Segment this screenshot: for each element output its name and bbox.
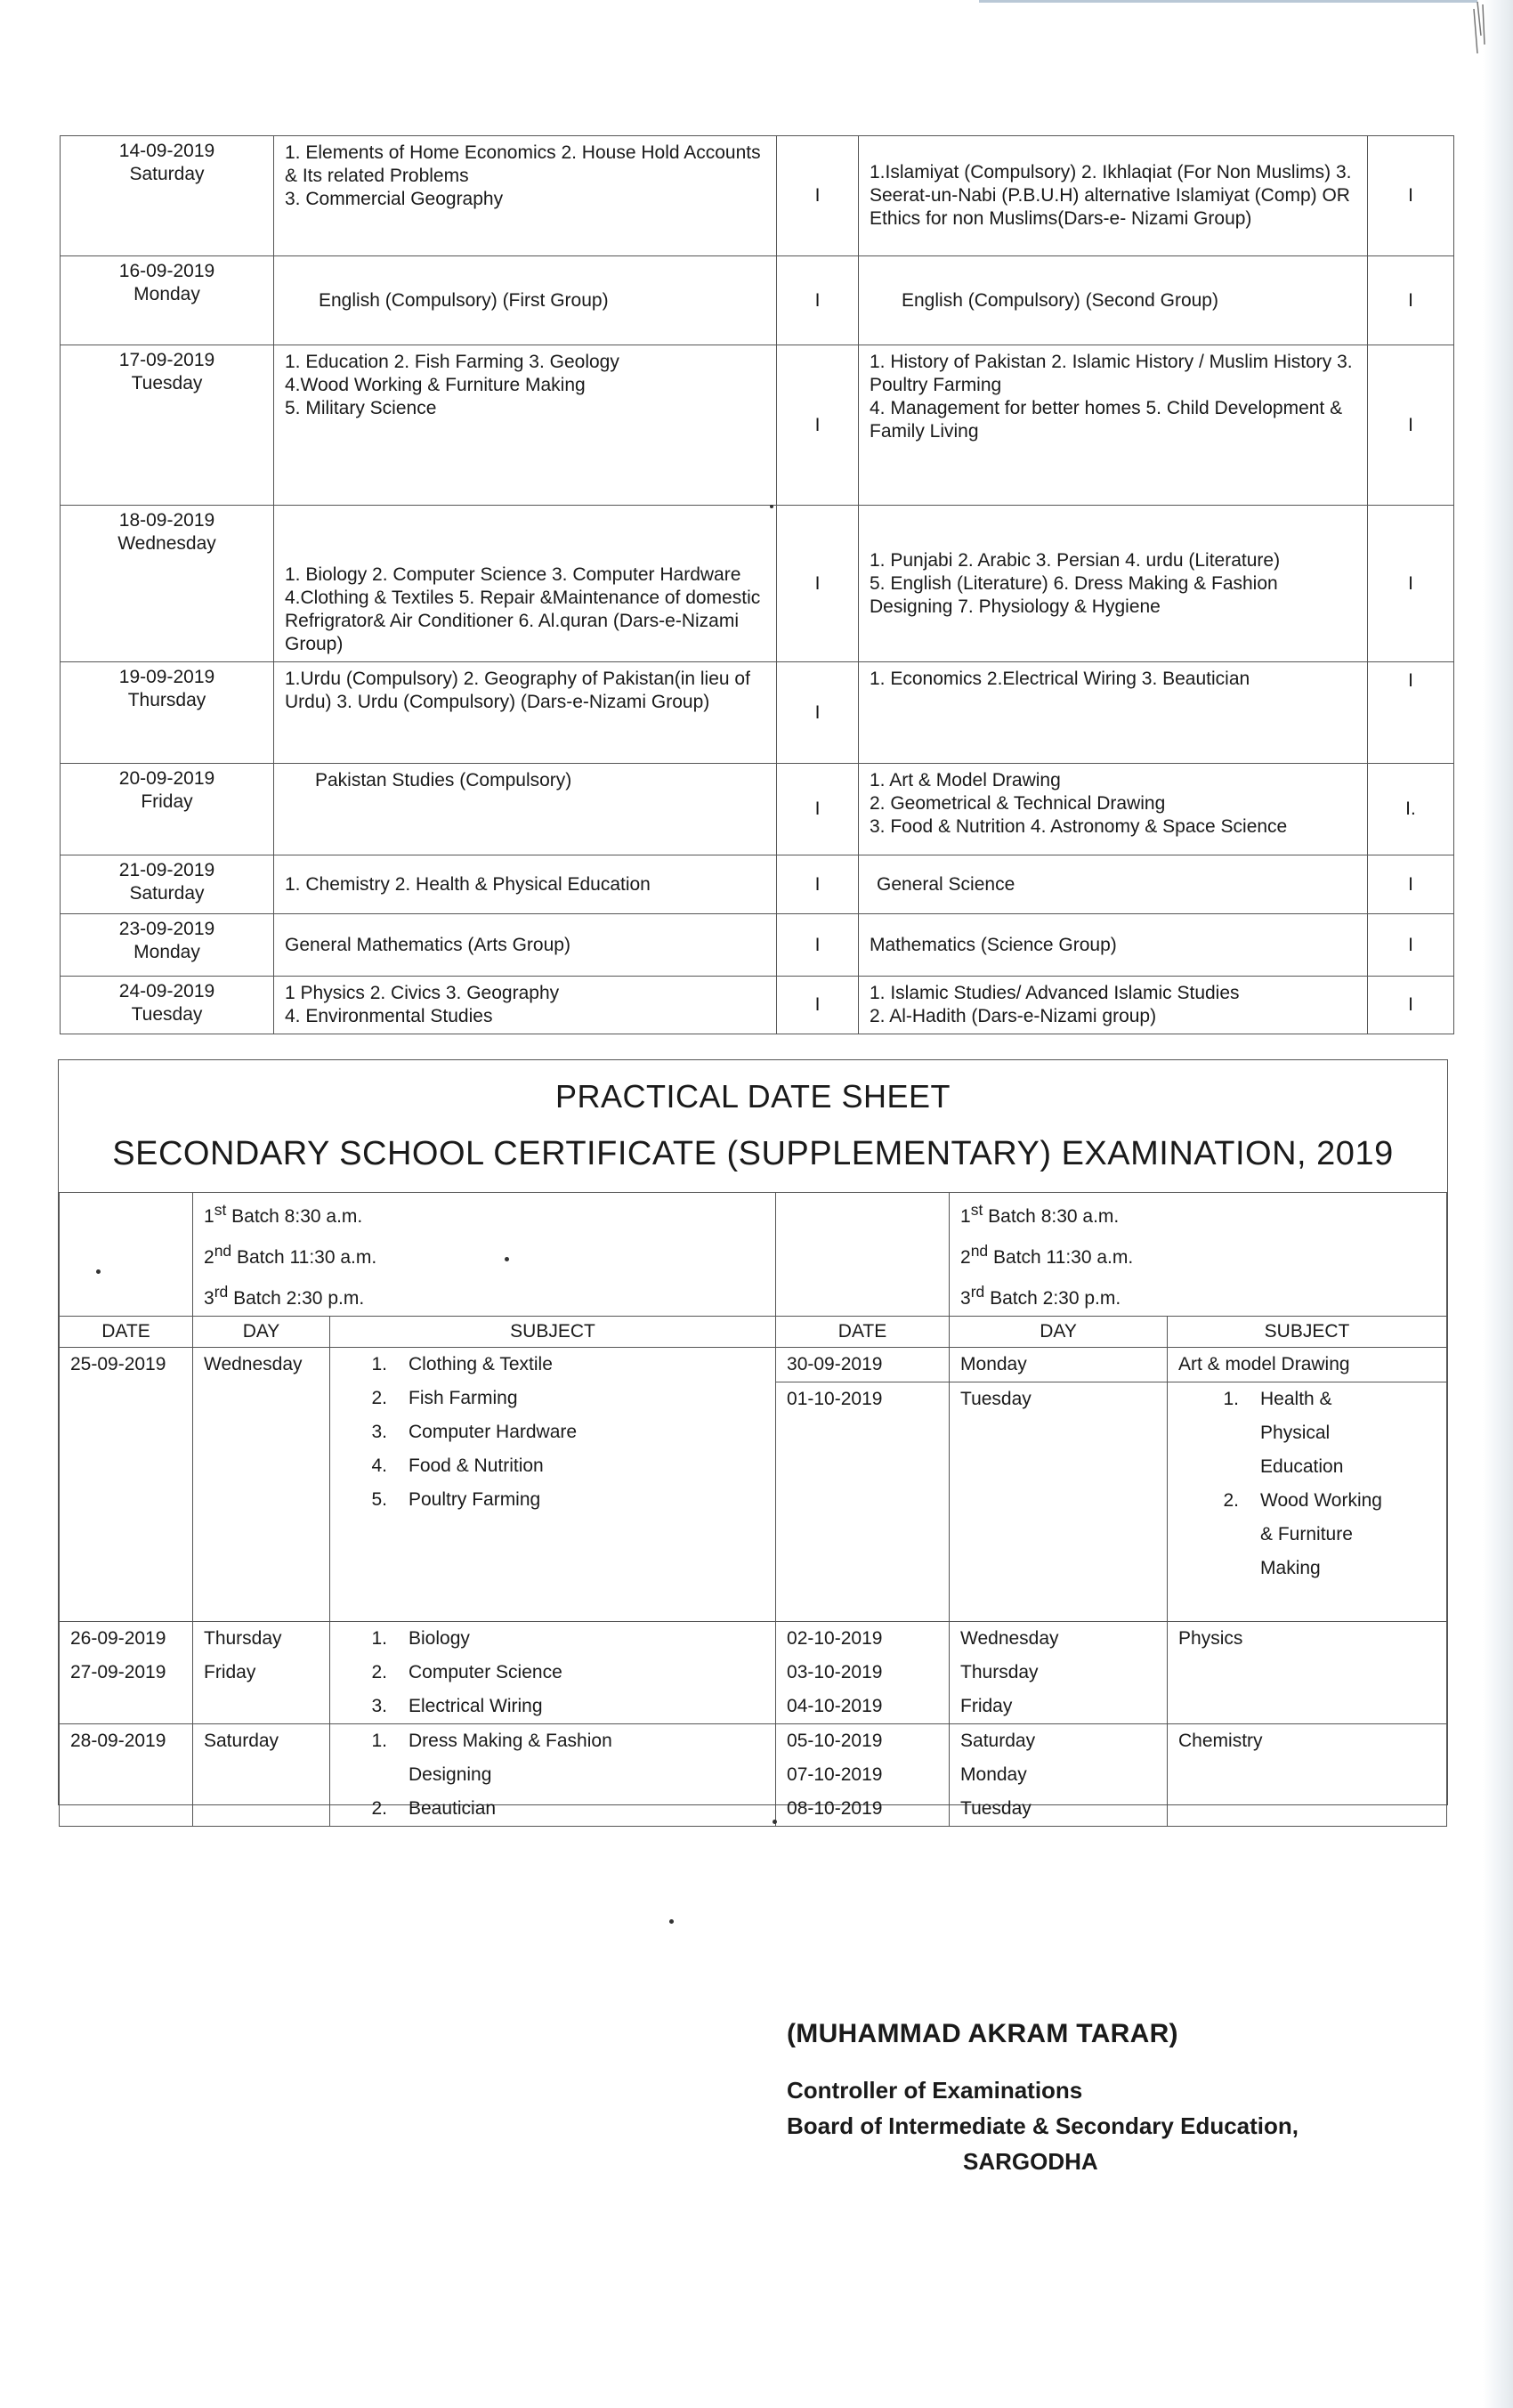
theory-row	[61, 256, 1454, 345]
date-cell: 20-09-2019 Friday	[61, 764, 274, 855]
signatory-city: SARGODHA	[963, 2148, 1098, 2175]
day-cell: Saturday Monday Tuesday	[950, 1724, 1168, 1827]
second-sitting-mark: I	[1368, 977, 1454, 1034]
second-sitting-mark: I	[1368, 345, 1454, 506]
scan-speck	[505, 1257, 509, 1261]
second-sitting-mark: I	[1368, 855, 1454, 914]
practical-subtitle: SECONDARY SCHOOL CERTIFICATE (SUPPLEMENTARY) EXAMINATION, 2019	[112, 1135, 1394, 1172]
second-sitting-mark: I	[1368, 662, 1454, 764]
first-sitting-mark: I	[777, 256, 859, 345]
date-cell: 28-09-2019	[60, 1724, 193, 1827]
theory-row	[61, 764, 1454, 855]
practical-date-sheet	[58, 1059, 1448, 1819]
first-sitting-mark: I	[777, 977, 859, 1034]
date-cell: 17-09-2019 Tuesday	[61, 345, 274, 506]
theory-row	[61, 662, 1454, 764]
practical-row	[60, 1622, 1447, 1724]
second-sitting-mark: I	[1368, 914, 1454, 977]
list-item: 3. Computer Hardware	[371, 1422, 578, 1442]
blank-cell	[776, 1193, 950, 1317]
first-sitting-subjects: 1. Elements of Home Economics 2. House Hold Accounts & Its related Problems 3. Commercial Geography	[274, 136, 777, 256]
batch-times-right	[950, 1193, 1447, 1317]
scan-speck	[96, 1269, 101, 1274]
second-sitting-subjects: Mathematics (Science Group)	[859, 914, 1368, 977]
list-item: Physical	[1260, 1423, 1331, 1443]
second-sitting-mark: I	[1368, 256, 1454, 345]
list-item: 2. Fish Farming	[371, 1388, 518, 1408]
second-sitting-subjects: 1. Art & Model Drawing 2. Geometrical & Technical Drawing 3. Food & Nutrition 4. Astronomy & Space Science	[859, 764, 1368, 855]
theory-row	[61, 345, 1454, 506]
second-sitting-mark: I	[1368, 506, 1454, 662]
header-date: DATE	[776, 1317, 950, 1348]
theory-row	[61, 977, 1454, 1034]
practical-schedule-table	[59, 1192, 1447, 1827]
second-sitting-subjects: 1.Islamiyat (Compulsory) 2. Ikhlaqiat (For Non Muslims) 3. Seerat-un-Nabi (P.B.U.H) alternative Islamiyat (Comp) OR Ethics for non Muslims(Dars-e- Nizami Group)	[859, 136, 1368, 256]
first-sitting-subjects: General Mathematics (Arts Group)	[274, 914, 777, 977]
list-item: Making	[1260, 1558, 1321, 1578]
list-item: 1. Dress Making & Fashion	[371, 1731, 612, 1751]
theory-row	[61, 855, 1454, 914]
theory-row	[61, 506, 1454, 662]
list-item: 3. Electrical Wiring	[371, 1696, 543, 1716]
list-item: 2. Wood Working	[1223, 1490, 1382, 1511]
scan-border-right	[1483, 0, 1513, 2408]
first-sitting-mark: I	[777, 662, 859, 764]
first-sitting-subjects: English (Compulsory) (First Group)	[274, 256, 777, 345]
first-sitting-subjects: 1.Urdu (Compulsory) 2. Geography of Pakistan(in lieu of Urdu) 3. Urdu (Compulsory) (Dars-e-Nizami Group)	[274, 662, 777, 764]
day-cell: Saturday	[193, 1724, 330, 1827]
first-sitting-mark: I	[777, 855, 859, 914]
first-sitting-subjects: Pakistan Studies (Compulsory)	[274, 764, 777, 855]
second-sitting-subjects: 1. Economics 2.Electrical Wiring 3. Beautician	[859, 662, 1368, 764]
batch-2: 2nd Batch 11:30 a.m.	[960, 1242, 1134, 1268]
scan-border-top	[979, 0, 1477, 3]
signatory-organization: Board of Intermediate & Secondary Education,	[787, 2112, 1299, 2139]
header-subject: SUBJECT	[330, 1317, 776, 1348]
date-cell: 30-09-2019 01-10-2019	[776, 1348, 950, 1622]
scan-corner-smudge	[1451, 0, 1486, 71]
list-item: Education	[1260, 1456, 1344, 1477]
second-sitting-subjects: 1. Islamic Studies/ Advanced Islamic Studies 2. Al-Hadith (Dars-e-Nizami group)	[859, 977, 1368, 1034]
batch-1: 1st Batch 8:30 a.m.	[204, 1201, 363, 1227]
first-sitting-subjects: 1. Education 2. Fish Farming 3. Geology 4.Wood Working & Furniture Making 5. Military Science	[274, 345, 777, 506]
date-cell: 14-09-2019 Saturday	[61, 136, 274, 256]
signatory-name: (MUHAMMAD AKRAM TARAR)	[787, 2019, 1178, 2048]
date-cell: 18-09-2019 Wednesday	[61, 506, 274, 662]
date-cell: 23-09-2019 Monday	[61, 914, 274, 977]
blank-cell	[60, 1193, 193, 1317]
header-day: DAY	[950, 1317, 1168, 1348]
first-sitting-subjects: 1 Physics 2. Civics 3. Geography 4. Environmental Studies	[274, 977, 777, 1034]
list-item: 5. Poultry Farming	[371, 1489, 541, 1510]
theory-row	[61, 136, 1454, 256]
batch-times-row	[60, 1193, 1447, 1317]
list-item: 2. Computer Science	[371, 1662, 562, 1682]
first-sitting-mark: I	[777, 506, 859, 662]
list-item: & Furniture	[1260, 1524, 1353, 1545]
list-item: 1. Biology	[371, 1628, 470, 1649]
second-sitting-subjects: General Science	[859, 855, 1368, 914]
list-item: 2. Beautician	[371, 1798, 497, 1819]
subject-cell: Physics	[1168, 1622, 1447, 1724]
signatory-title: Controller of Examinations	[787, 2077, 1083, 2104]
list-item: Designing	[409, 1764, 492, 1785]
batch-1: 1st Batch 8:30 a.m.	[960, 1201, 1120, 1227]
second-sitting-mark: I.	[1368, 764, 1454, 855]
header-date: DATE	[60, 1317, 193, 1348]
subject-cell	[330, 1348, 776, 1622]
first-sitting-subjects: 1. Biology 2. Computer Science 3. Computer Hardware 4.Clothing & Textiles 5. Repair &Maintenance of domestic Refrigrator& Air Conditioner 6. Al.quran (Dars-e-Nizami Group)	[274, 506, 777, 662]
header-day: DAY	[193, 1317, 330, 1348]
subject-cell: Art & model Drawing 1. Health & Physical Education 2. Wood Working & Furniture Making	[1168, 1348, 1447, 1622]
date-cell: 25-09-2019	[60, 1348, 193, 1622]
second-sitting-subjects: 1. History of Pakistan 2. Islamic History / Muslim History 3. Poultry Farming 4. Management for better homes 5. Child Development & Family Living	[859, 345, 1368, 506]
batch-2: 2nd Batch 11:30 a.m.	[204, 1242, 377, 1268]
second-sitting-mark: I	[1368, 136, 1454, 256]
theory-row	[61, 914, 1454, 977]
practical-header-row	[60, 1317, 1447, 1348]
subject-cell: Chemistry	[1168, 1724, 1447, 1827]
first-sitting-mark: I	[777, 764, 859, 855]
signature-block	[787, 2019, 1410, 2179]
list-item: 1. Clothing & Textile	[371, 1354, 553, 1374]
date-cell: 21-09-2019 Saturday	[61, 855, 274, 914]
scan-speck	[773, 1820, 777, 1824]
scan-speck	[669, 1919, 674, 1924]
day-cell: Wednesday	[193, 1348, 330, 1622]
batch-times-left	[193, 1193, 776, 1317]
practical-title: PRACTICAL DATE SHEET	[554, 1078, 951, 1115]
date-cell: 16-09-2019 Monday	[61, 256, 274, 345]
list-item: 1. Health &	[1223, 1389, 1332, 1409]
date-cell: 24-09-2019 Tuesday	[61, 977, 274, 1034]
theory-date-sheet-table	[60, 135, 1454, 1034]
scan-speck	[770, 505, 773, 508]
batch-3: 3rd Batch 2:30 p.m.	[960, 1283, 1121, 1309]
header-subject: SUBJECT	[1168, 1317, 1447, 1348]
day-cell: Thursday Friday	[193, 1622, 330, 1724]
second-sitting-subjects: 1. Punjabi 2. Arabic 3. Persian 4. urdu (Literature) 5. English (Literature) 6. Dress Making & Fashion Designing 7. Physiology & Hygiene	[859, 506, 1368, 662]
list-item: 4. Food & Nutrition	[371, 1455, 544, 1476]
batch-3: 3rd Batch 2:30 p.m.	[204, 1283, 365, 1309]
date-cell: 19-09-2019 Thursday	[61, 662, 274, 764]
second-sitting-subjects: English (Compulsory) (Second Group)	[859, 256, 1368, 345]
first-sitting-mark: I	[777, 345, 859, 506]
date-cell: 26-09-2019 27-09-2019	[60, 1622, 193, 1724]
date-cell: 02-10-2019 03-10-2019 04-10-2019	[776, 1622, 950, 1724]
practical-row	[60, 1724, 1447, 1827]
date-cell: 05-10-2019 07-10-2019 08-10-2019	[776, 1724, 950, 1827]
first-sitting-mark: I	[777, 136, 859, 256]
subject-cell	[330, 1724, 776, 1827]
day-cell: Wednesday Thursday Friday	[950, 1622, 1168, 1724]
subject-cell	[330, 1622, 776, 1724]
first-sitting-mark: I	[777, 914, 859, 977]
first-sitting-subjects: 1. Chemistry 2. Health & Physical Education	[274, 855, 777, 914]
day-cell: Monday Tuesday	[950, 1348, 1168, 1622]
practical-row	[60, 1348, 1447, 1622]
